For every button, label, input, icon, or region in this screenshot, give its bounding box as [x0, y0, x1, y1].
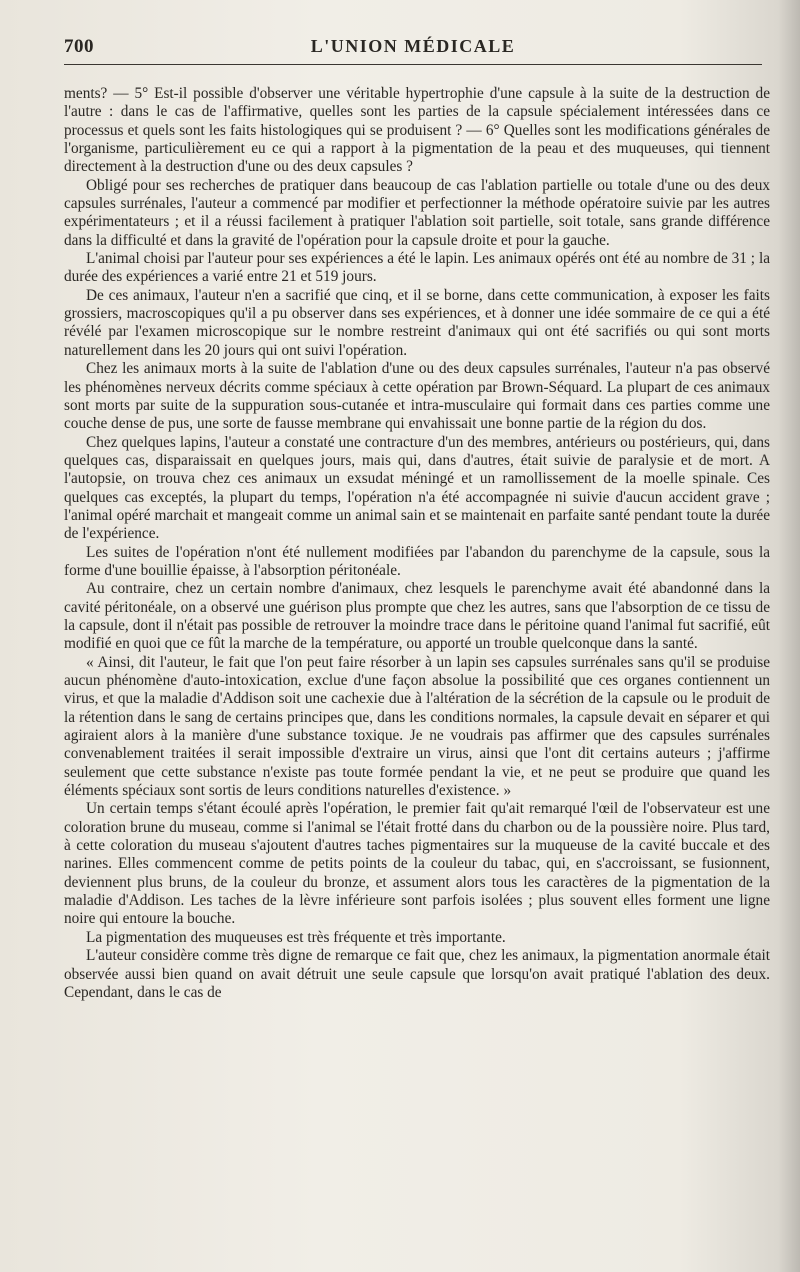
paragraph: ments? — 5° Est-il possible d'observer une véritable hypertrophie d'une capsule à la suite de la destruction de l'autre : dans le cas de l'affirmative, quelles sont les parties de la capsule spécialement intéressées dans ce processus et quels sont les faits histologiques qui se produisent ? — 6° Quelles sont les modifications générales de l'organisme, particulièrement eu ce qui a rapport à la pigmentation de la peau et des muqueuses, qui tiennent directement à la destruction d'une ou des deux capsules ? — [64, 85, 770, 176]
page-header — [64, 34, 762, 65]
paragraph: Au contraire, chez un certain nombre d'animaux, chez lesquels le parenchyme avait été abandonné dans la cavité péritonéale, on a observé une guérison plus prompte que chez les autres, sans que l'absorption de ce tissu de la capsule, dont il n'était pas possible de retrouver la moindre trace dans le péritoine quand l'animal fut sacrifié, eût modifié en quoi que ce fût la marche de la température, ou apporté un trouble quelconque dans la santé. — [64, 580, 770, 653]
running-title: L'UNION MÉDICALE — [310, 36, 516, 56]
article-body — [64, 85, 770, 1002]
paragraph: L'auteur considère comme très digne de remarque ce fait que, chez les animaux, la pigmentation anormale était observée aussi bien quand on avait détruit une seule capsule que lorsqu'on avait pratiqué l'ablation des deux. Cependant, dans le cas de — [64, 947, 770, 1001]
paragraph: Chez les animaux morts à la suite de l'ablation d'une ou des deux capsules surrénales, l'auteur n'a pas observé les phénomènes nerveux décrits comme spéciaux à cette opération par Brown-Séquard. La plupart de ces animaux sont morts par suite de la suppuration sous-cutanée et intra-musculaire qui formait dans ces parties comme une couche dense de pus, une sorte de fausse membrane qui envahissait une bonne partie de la région du dos. — [64, 360, 770, 433]
paragraph: L'animal choisi par l'auteur pour ses expériences a été le lapin. Les animaux opérés ont été au nombre de 31 ; la durée des expériences a varié entre 21 et 519 jours. — [64, 250, 770, 286]
page-number: 700 — [64, 36, 94, 57]
paragraph: Chez quelques lapins, l'auteur a constaté une contracture d'un des membres, antérieurs ou postérieurs, qui, dans quelques cas, disparaissait en quelques jours, mais qui, dans d'autres, était suivie de paralysie et de mort. A l'autopsie, on trouva chez ces animaux un exsudat méningé et un ramollissement de la moelle spinale. Ces quelques cas exceptés, la plupart du temps, l'opération n'a été accompagnée ni suivie d'aucun accident grave ; l'animal opéré marchait et mangeait comme un animal sain et se maintenait en parfaite santé pendant toute la durée de l'expérience. — [64, 433, 770, 543]
paragraph: De ces animaux, l'auteur n'en a sacrifié que cinq, et il se borne, dans cette communication, à exposer les faits grossiers, macroscopiques qu'il a pu observer dans ses expériences, et à donner une idée sommaire de ce qui a été révélé par l'examen microscopique sur le nombre restreint d'animaux qui ont été sacrifiés ou qui sont morts naturellement dans les 20 jours qui ont suivi l'opération. — [64, 286, 770, 359]
paragraph: Obligé pour ses recherches de pratiquer dans beaucoup de cas l'ablation partielle ou totale d'une ou des deux capsules surrénales, l'auteur a commencé par modifier et perfectionner la méthode opératoire suivie par les autres expérimentateurs ; et il a réussi facilement à pratiquer l'ablation soit partielle, soit totale, sans grande différence dans la difficulté et dans la gravité de l'opération pour la capsule droite et pour la gauche. — [64, 176, 770, 249]
paragraph: Un certain temps s'étant écoulé après l'opération, le premier fait qu'ait remarqué l'œil de l'observateur est une coloration brune du museau, comme si l'animal se l'était frotté dans du charbon ou de la poussière noire. Plus tard, à cette coloration du museau s'ajoutent d'autres taches pigmentaires sur la muqueuse de la cavité buccale et des narines. Elles commencent comme de petits points de la couleur du tabac, qui, en s'accroissant, se fusionnent, deviennent plus bruns, de la couleur du bronze, et assument alors tous les caractères de la pigmentation de la maladie d'Addison. Les taches de la lèvre inférieure sont parfois isolées ; plus souvent elles forment une ligne noire qui entoure la bouche. — [64, 800, 770, 928]
paragraph: « Ainsi, dit l'auteur, le fait que l'on peut faire résorber à un lapin ses capsules surrénales sans qu'il se produise aucun phénomène d'auto-intoxication, exclue d'une façon absolue la possibilité que ces organes contiennent un virus, et que la maladie d'Addison soit une cachexie due à l'altération de la sécrétion de la capsule ou le produit de la rétention dans le sang de certains principes que, dans les conditions normales, la capsule devait en séparer et qui agiraient alors à la manière d'une substance toxique. Je ne voudrais pas affirmer que des capsules surrénales convenablement traitées il serait impossible d'extraire un virus, ainsi que l'ont dit certains auteurs ; j'affirme seulement que cette substance n'existe pas toute formée pendant la vie, et ne peut se produire que quand les éléments spéciaux sont sortis de leurs conditions naturelles d'existence. » — [64, 653, 770, 800]
paragraph: La pigmentation des muqueuses est très fréquente et très importante. — [86, 928, 506, 946]
page-edge-shadow — [778, 0, 800, 1272]
paragraph: Les suites de l'opération n'ont été nullement modifiées par l'abandon du parenchyme de la capsule, sous la forme d'une bouillie épaisse, à l'absorption péritonéale. — [64, 543, 770, 579]
